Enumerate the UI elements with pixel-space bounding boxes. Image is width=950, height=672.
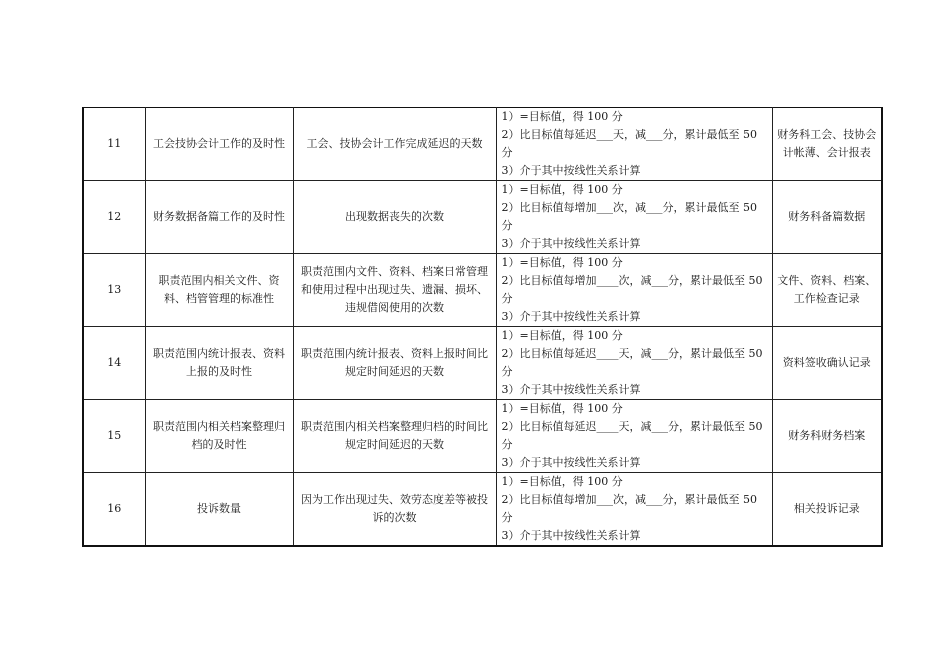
table-row xyxy=(83,400,882,473)
indicator-name: 财务数据备篇工作的及时性 xyxy=(145,181,293,254)
indicator-definition: 职责范围内统计报表、资料上报时间比规定时间延迟的天数 xyxy=(293,327,496,400)
kpi-table xyxy=(82,107,883,547)
scoring-rule xyxy=(496,254,772,327)
row-number: 12 xyxy=(83,181,145,254)
table-row xyxy=(83,254,882,327)
row-number: 11 xyxy=(83,108,145,181)
scoring-rule-line-1: 1）=目标值，得 100 分 xyxy=(501,256,623,269)
scoring-rule-line-1: 1）=目标值，得 100 分 xyxy=(501,475,623,488)
scoring-rule xyxy=(496,108,772,181)
row-number: 16 xyxy=(83,473,145,547)
scoring-rule-line-1: 1）=目标值，得 100 分 xyxy=(501,329,623,342)
scoring-rule xyxy=(496,400,772,473)
scoring-rule-line-3: 3）介于其中按线性关系计算 xyxy=(501,310,641,323)
scoring-rule-line-2: 2）比目标值每延迟___天，减___分，累计最低至 50 分 xyxy=(501,128,757,159)
scoring-rule-line-1: 1）=目标值，得 100 分 xyxy=(501,183,623,196)
scoring-rule-line-2: 2）比目标值每延迟____天，减___分，累计最低至 50 分 xyxy=(501,347,763,378)
scoring-rule xyxy=(496,473,772,547)
data-source: 相关投诉记录 xyxy=(772,473,882,547)
scoring-rule-line-1: 1）=目标值，得 100 分 xyxy=(501,110,623,123)
scoring-rule xyxy=(496,181,772,254)
indicator-name: 职责范围内相关档案整理归档的及时性 xyxy=(145,400,293,473)
kpi-table-body xyxy=(83,108,882,547)
table-row xyxy=(83,108,882,181)
row-number: 13 xyxy=(83,254,145,327)
data-source: 财务科财务档案 xyxy=(772,400,882,473)
indicator-definition: 出现数据丧失的次数 xyxy=(293,181,496,254)
scoring-rule xyxy=(496,327,772,400)
data-source: 财务科工会、技协会计帐薄、会计报表 xyxy=(772,108,882,181)
scoring-rule-line-2: 2）比目标值每延迟____天，减___分，累计最低至 50 分 xyxy=(501,420,763,451)
scoring-rule-line-3: 3）介于其中按线性关系计算 xyxy=(501,456,641,469)
scoring-rule-line-2: 2）比目标值每增加____次，减___分，累计最低至 50 分 xyxy=(501,274,763,305)
row-number: 15 xyxy=(83,400,145,473)
scoring-rule-line-3: 3）介于其中按线性关系计算 xyxy=(501,383,641,396)
table-row xyxy=(83,181,882,254)
indicator-name: 职责范围内相关文件、资料、档管管理的标准性 xyxy=(145,254,293,327)
data-source: 文件、资料、档案、工作检查记录 xyxy=(772,254,882,327)
indicator-definition: 因为工作出现过失、效劳态度差等被投诉的次数 xyxy=(293,473,496,547)
indicator-name: 投诉数量 xyxy=(145,473,293,547)
row-number: 14 xyxy=(83,327,145,400)
scoring-rule-line-3: 3）介于其中按线性关系计算 xyxy=(501,164,641,177)
scoring-rule-line-3: 3）介于其中按线性关系计算 xyxy=(501,529,641,542)
indicator-definition: 职责范围内相关档案整理归档的时间比规定时间延迟的天数 xyxy=(293,400,496,473)
indicator-definition: 工会、技协会计工作完成延迟的天数 xyxy=(293,108,496,181)
indicator-definition: 职责范围内文件、资料、档案日常管理和使用过程中出现过失、遗漏、损坏、违规借阅使用的次数 xyxy=(293,254,496,327)
scoring-rule-line-2: 2）比目标值每增加___次，减___分，累计最低至 50 分 xyxy=(501,201,757,232)
table-row xyxy=(83,473,882,547)
scoring-rule-line-2: 2）比目标值每增加___次，减___分，累计最低至 50 分 xyxy=(501,493,757,524)
scoring-rule-line-1: 1）=目标值，得 100 分 xyxy=(501,402,623,415)
indicator-name: 职责范围内统计报表、资料上报的及时性 xyxy=(145,327,293,400)
data-source: 财务科备篇数据 xyxy=(772,181,882,254)
scoring-rule-line-3: 3）介于其中按线性关系计算 xyxy=(501,237,641,250)
table-row xyxy=(83,327,882,400)
data-source: 资料签收确认记录 xyxy=(772,327,882,400)
indicator-name: 工会技协会计工作的及时性 xyxy=(145,108,293,181)
